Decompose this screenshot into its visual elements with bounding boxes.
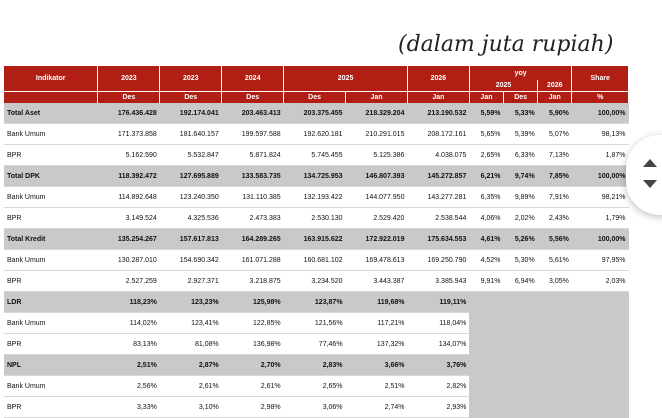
table-cell: 2.527.259 [98,271,160,292]
row-label: Total DPK [4,166,98,187]
table-cell: 125,98% [222,292,284,313]
table-cell: 5.532.847 [160,145,222,166]
table-cell: 119,68% [346,292,408,313]
table-cell: 97,95% [572,250,629,271]
row-label: BPR [4,145,98,166]
row-label: BPR [4,208,98,229]
empty-red-block [469,292,628,418]
table-cell: 3.149.524 [98,208,160,229]
header-month: Des [98,92,160,104]
header-month: Jan [538,92,572,104]
header-col-2026: 2026 [407,66,469,92]
table-cell: 83,13% [98,334,160,355]
table-cell: 160.681.102 [284,250,346,271]
table-cell: 118,04% [407,313,469,334]
table-cell: 5,33% [504,103,538,124]
table-cell: 6,21% [469,166,503,187]
header-month: Des [504,92,538,104]
table-cell: 2,82% [407,376,469,397]
table-cell: 163.915.622 [284,229,346,250]
table-cell: 3.443.387 [346,271,408,292]
table-cell: 117,21% [346,313,408,334]
table-cell: 1,79% [572,208,629,229]
table-cell: 213.190.532 [407,103,469,124]
table-cell: 4.325.536 [160,208,222,229]
row-label: BPR [4,271,98,292]
table-cell: 2,61% [160,376,222,397]
table-cell: 161.071.288 [222,250,284,271]
table-cell: 121,56% [284,313,346,334]
table-cell: 3.218.875 [222,271,284,292]
header-col-share: Share [572,66,629,92]
table-cell: 203.463.413 [222,103,284,124]
table-row [4,166,629,187]
table-row [4,103,629,124]
row-label: Bank Umum [4,313,98,334]
table-cell: 3,33% [98,397,160,418]
table-cell: 4.038.075 [407,145,469,166]
table-cell: 2.473.383 [222,208,284,229]
table-cell: 131.110.385 [222,187,284,208]
table-cell: 5,59% [469,103,503,124]
table-row [4,187,629,208]
table-cell: 5,39% [504,124,538,145]
table-cell: 154.690.342 [160,250,222,271]
row-label: BPR [4,334,98,355]
table-cell: 119,11% [407,292,469,313]
table-cell: 3,10% [160,397,222,418]
table-cell: 118,23% [98,292,160,313]
table-cell: 4,61% [469,229,503,250]
table-cell: 123,23% [160,292,222,313]
table-cell: 2,74% [346,397,408,418]
table-body [4,103,629,418]
table-cell: 5,61% [538,250,572,271]
table-cell: 169.250.790 [407,250,469,271]
header-month: Des [160,92,222,104]
table-cell: 157.617.813 [160,229,222,250]
header-col-2023a: 2023 [98,66,160,92]
financial-indicator-table [4,66,629,411]
table-cell: 192.620.181 [284,124,346,145]
table-cell: 171.373.858 [98,124,160,145]
table-cell: 143.277.281 [407,187,469,208]
header-month-blank [4,92,98,104]
table-cell: 2,03% [572,271,629,292]
table-cell: 146.807.393 [346,166,408,187]
table-cell: 5.125.386 [346,145,408,166]
table-cell: 203.375.455 [284,103,346,124]
table-cell: 2.529.420 [346,208,408,229]
row-label: LDR [4,292,98,313]
chevron-up-icon[interactable] [643,159,657,167]
table-cell: 137,32% [346,334,408,355]
header-unit: % [572,92,629,104]
table-cell: 134,07% [407,334,469,355]
table-cell: 118.392.472 [98,166,160,187]
table-cell: 2,65% [284,376,346,397]
table-cell: 100,00% [572,103,629,124]
table-cell: 2,83% [284,355,346,376]
table-cell: 2,93% [407,397,469,418]
table-cell: 134.725.953 [284,166,346,187]
table-cell: 3,06% [284,397,346,418]
table-cell: 2,87% [160,355,222,376]
header-col-2023b: 2023 [160,66,222,92]
row-label: Bank Umum [4,376,98,397]
table-cell: 6,33% [504,145,538,166]
table-cell: 4,06% [469,208,503,229]
table-cell: 144.077.950 [346,187,408,208]
table-caption: (dalam juta rupiah) [398,32,614,57]
table-cell: 145.272.857 [407,166,469,187]
table-cell: 2.530.130 [284,208,346,229]
table-cell: 4,52% [469,250,503,271]
table-cell: 100,00% [572,229,629,250]
table-cell: 98,13% [572,124,629,145]
table-cell: 5,26% [504,229,538,250]
table-cell: 199.597.588 [222,124,284,145]
table-cell: 127.695.889 [160,166,222,187]
table-row [4,271,629,292]
table-cell: 2.927.371 [160,271,222,292]
table-cell: 9,74% [504,166,538,187]
table-cell: 122,85% [222,313,284,334]
table-cell: 5,90% [538,103,572,124]
table-cell: 5,65% [469,124,503,145]
table-cell: 2,61% [222,376,284,397]
table-row [4,145,629,166]
table-row [4,124,629,145]
row-label: Total Kredit [4,229,98,250]
table-cell: 7,13% [538,145,572,166]
table-cell: 2,02% [504,208,538,229]
header-row-years [4,66,629,80]
header-month: Jan [407,92,469,104]
table-cell: 169.478.613 [346,250,408,271]
table-cell: 208.172.161 [407,124,469,145]
table-cell: 6,94% [504,271,538,292]
table-cell: 81,08% [160,334,222,355]
table-cell: 192.174.041 [160,103,222,124]
table-row [4,208,629,229]
table-cell: 9,91% [469,271,503,292]
table-cell: 6,35% [469,187,503,208]
header-month: Jan [346,92,408,104]
table-cell: 7,85% [538,166,572,187]
table-cell: 2,70% [222,355,284,376]
table-cell: 2,51% [346,376,408,397]
table-cell: 130.287.010 [98,250,160,271]
header-month: Jan [469,92,503,104]
table-cell: 77,46% [284,334,346,355]
table-cell: 5.745.455 [284,145,346,166]
table-cell: 164.289.265 [222,229,284,250]
table-cell: 181.640.157 [160,124,222,145]
table-cell: 7,91% [538,187,572,208]
table-cell: 3.234.520 [284,271,346,292]
table-cell: 2,65% [469,145,503,166]
header-indikator: Indikator [4,66,98,92]
header-col-yoy: yoy [469,66,572,80]
row-label: Bank Umum [4,124,98,145]
table-cell: 210.291.015 [346,124,408,145]
row-label: Total Aset [4,103,98,124]
table-row [4,229,629,250]
table-cell: 132.193.422 [284,187,346,208]
table-cell: 136,98% [222,334,284,355]
table-cell: 98,21% [572,187,629,208]
table-cell: 218.329.204 [346,103,408,124]
table-row [4,292,629,313]
table-cell: 123.240.350 [160,187,222,208]
table-cell: 2,51% [98,355,160,376]
table-cell: 133.583.735 [222,166,284,187]
header-col-2025: 2025 [284,66,408,92]
row-label: Bank Umum [4,250,98,271]
table-cell: 5,30% [504,250,538,271]
row-label: NPL [4,355,98,376]
table-cell: 5,56% [538,229,572,250]
table-cell: 123,87% [284,292,346,313]
table-cell: 114.892.648 [98,187,160,208]
table-cell: 5.871.824 [222,145,284,166]
table-cell: 1,87% [572,145,629,166]
table-row [4,250,629,271]
table-cell: 2.538.544 [407,208,469,229]
table-cell: 114,02% [98,313,160,334]
table-cell: 2,98% [222,397,284,418]
table-cell: 3.385.943 [407,271,469,292]
header-month: Des [284,92,346,104]
table-cell: 175.634.553 [407,229,469,250]
row-label: Bank Umum [4,187,98,208]
header-col-2024: 2024 [222,66,284,92]
header-yoy-2026: 2026 [538,80,572,92]
table-cell: 123,41% [160,313,222,334]
header-yoy-2025: 2025 [469,80,537,92]
table-cell: 135.254.267 [98,229,160,250]
table-cell: 3,66% [346,355,408,376]
row-label: BPR [4,397,98,418]
table-cell: 176.436.428 [98,103,160,124]
table-cell: 9,89% [504,187,538,208]
chevron-down-icon[interactable] [643,180,657,188]
table-cell: 3,76% [407,355,469,376]
table-cell: 100,00% [572,166,629,187]
table-cell: 3,05% [538,271,572,292]
scroll-control[interactable] [626,135,662,215]
header-month: Des [222,92,284,104]
table-cell: 5,07% [538,124,572,145]
table-cell: 172.922.019 [346,229,408,250]
table-cell: 5.162.590 [98,145,160,166]
table-cell: 2,43% [538,208,572,229]
header-row-months [4,92,629,104]
table-cell: 2,56% [98,376,160,397]
